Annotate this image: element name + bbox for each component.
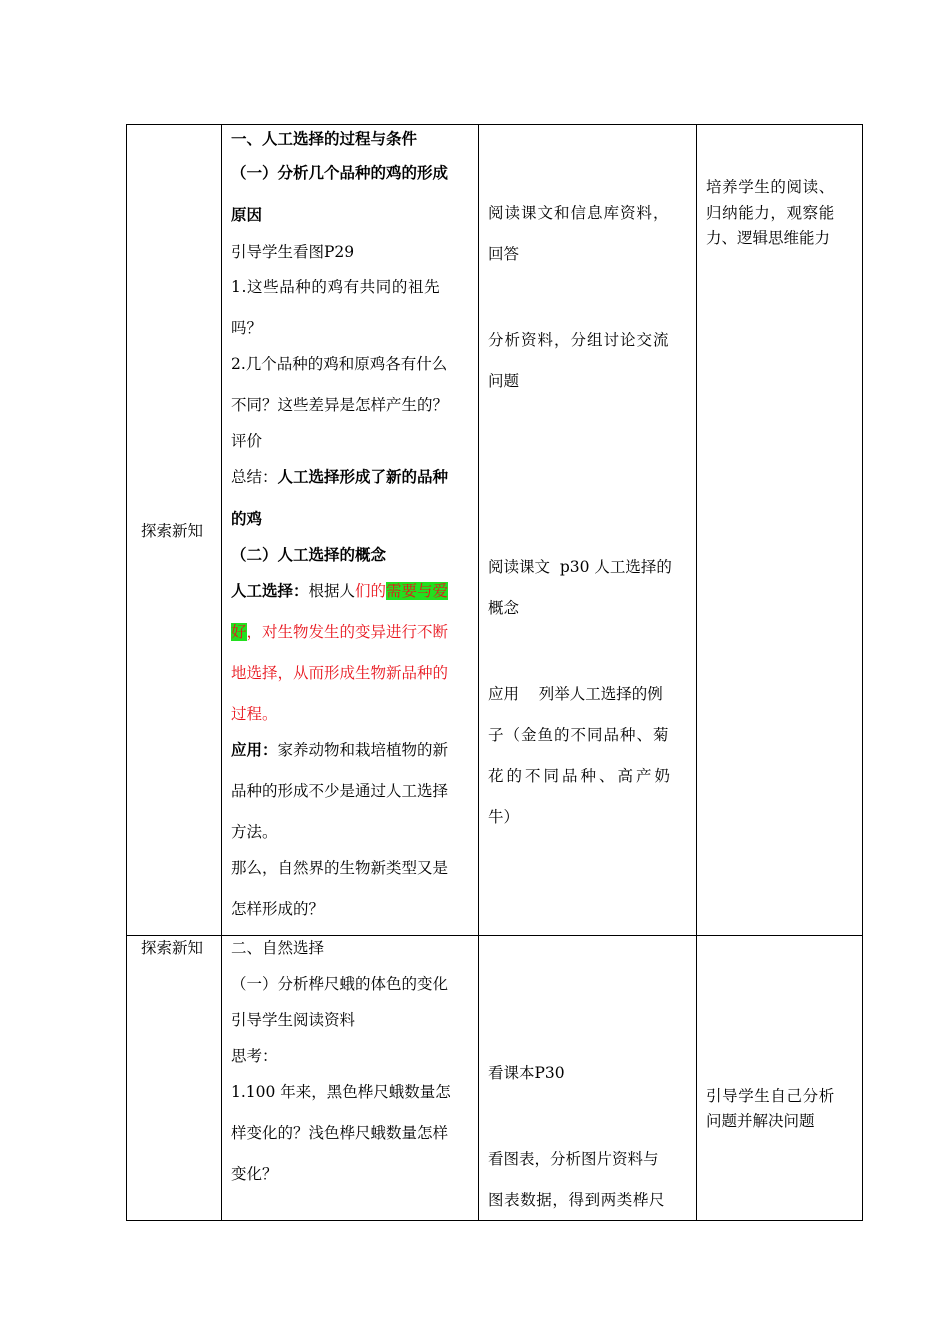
design-intent-cell	[697, 125, 863, 936]
definition-text-red: ，对生物发生的变异进行不断	[246, 623, 449, 641]
definition-highlight-cont: 好	[231, 623, 247, 641]
student-activity-4-cont2: 花的不同品种、高产奶	[488, 767, 674, 785]
think-label: 思考：	[231, 1047, 278, 1065]
intent-line-2: 问题并解决问题	[706, 1112, 815, 1130]
summary-text: 人工选择形成了新的品种	[277, 468, 449, 486]
stage-cell	[127, 125, 222, 936]
student-activity-3-cont: 概念	[488, 599, 520, 617]
definition-line-2	[231, 622, 448, 642]
intent-line-2: 归纳能力，观察能	[706, 204, 835, 222]
question-2-cont: 不同？这些差异是怎样产生的？	[231, 396, 449, 414]
student-activity-cell	[479, 125, 697, 936]
student-activity-1: 阅读课文和信息库资料，	[488, 204, 670, 222]
question-1-end: 变化？	[231, 1165, 278, 1183]
subsection-heading: （一）分析几个品种的鸡的形成	[231, 164, 449, 182]
subsection-heading: （二）人工选择的概念	[231, 546, 387, 564]
stage-label: 探索新知	[141, 939, 204, 957]
lesson-plan-table	[126, 124, 863, 1221]
teacher-activity-cell	[222, 936, 479, 1221]
application-line	[231, 740, 448, 760]
definition-line-3: 地选择，从而形成生物新品种的	[231, 664, 449, 682]
design-intent-cell	[697, 936, 863, 1221]
evaluate-text: 评价	[231, 432, 263, 450]
student-activity-cell	[479, 936, 697, 1221]
student-activity-4-cont: 子（金鱼的不同品种、菊	[488, 726, 670, 744]
question-1: 1.这些品种的鸡有共同的祖先	[231, 278, 441, 296]
application-text: 家养动物和栽培植物的新	[277, 741, 449, 759]
section-heading: 二、自然选择	[231, 939, 325, 957]
definition-text: 根据人	[308, 582, 356, 600]
transition-question-cont: 怎样形成的？	[231, 900, 325, 918]
stage-cell	[127, 936, 222, 1221]
guide-text: 引导学生阅读资料	[231, 1011, 356, 1029]
definition-highlight: 需要与爱	[386, 582, 449, 600]
application-text-cont: 品种的形成不少是通过人工选择	[231, 782, 449, 800]
question-1-cont: 吗？	[231, 319, 263, 337]
student-activity-2: 看图表，分析图片资料与	[488, 1150, 659, 1168]
student-activity-3: 阅读课文 p30 人工选择的	[488, 558, 672, 576]
student-activity-4: 应用 列举人工选择的例	[488, 685, 663, 703]
definition-text-red: 们的	[355, 582, 387, 600]
intent-line-1: 培养学生的阅读、	[706, 178, 835, 196]
question-1-cont: 样变化的？浅色桦尺蛾数量怎样	[231, 1124, 449, 1142]
subsection-heading-cont: 原因	[231, 206, 263, 224]
application-text-end: 方法。	[231, 823, 278, 841]
subsection-heading: （一）分析桦尺蛾的体色的变化	[231, 975, 449, 993]
definition-line	[231, 581, 448, 601]
teacher-activity-cell	[222, 125, 479, 936]
guide-text: 引导学生看图P29	[231, 243, 355, 261]
section-heading: 一、人工选择的过程与条件	[231, 130, 418, 148]
student-activity-1-cont: 回答	[488, 245, 520, 263]
student-activity-4-end: 牛）	[488, 808, 520, 826]
summary-text-cont: 的鸡	[231, 510, 263, 528]
student-activity-2-cont: 问题	[488, 372, 520, 390]
definition-line-4: 过程。	[231, 705, 278, 723]
question-2: 2.几个品种的鸡和原鸡各有什么	[231, 355, 448, 373]
question-1: 1.100 年来，黑色桦尺蛾数量怎	[231, 1083, 451, 1101]
intent-line-1: 引导学生自己分析	[706, 1087, 835, 1105]
table-row	[127, 936, 863, 1221]
stage-label: 探索新知	[141, 522, 204, 540]
intent-line-3: 力、逻辑思维能力	[706, 229, 831, 247]
table-row	[127, 125, 863, 936]
summary-label: 总结：	[231, 468, 278, 486]
transition-question: 那么，自然界的生物新类型又是	[231, 859, 449, 877]
application-label: 应用：	[231, 741, 278, 759]
student-activity-2-cont: 图表数据，得到两类桦尺	[488, 1191, 666, 1209]
summary-line	[231, 467, 448, 487]
definition-label: 人工选择：	[231, 582, 309, 600]
student-activity-1: 看课本P30	[488, 1064, 565, 1082]
student-activity-2: 分析资料，分组讨论交流	[488, 331, 670, 349]
